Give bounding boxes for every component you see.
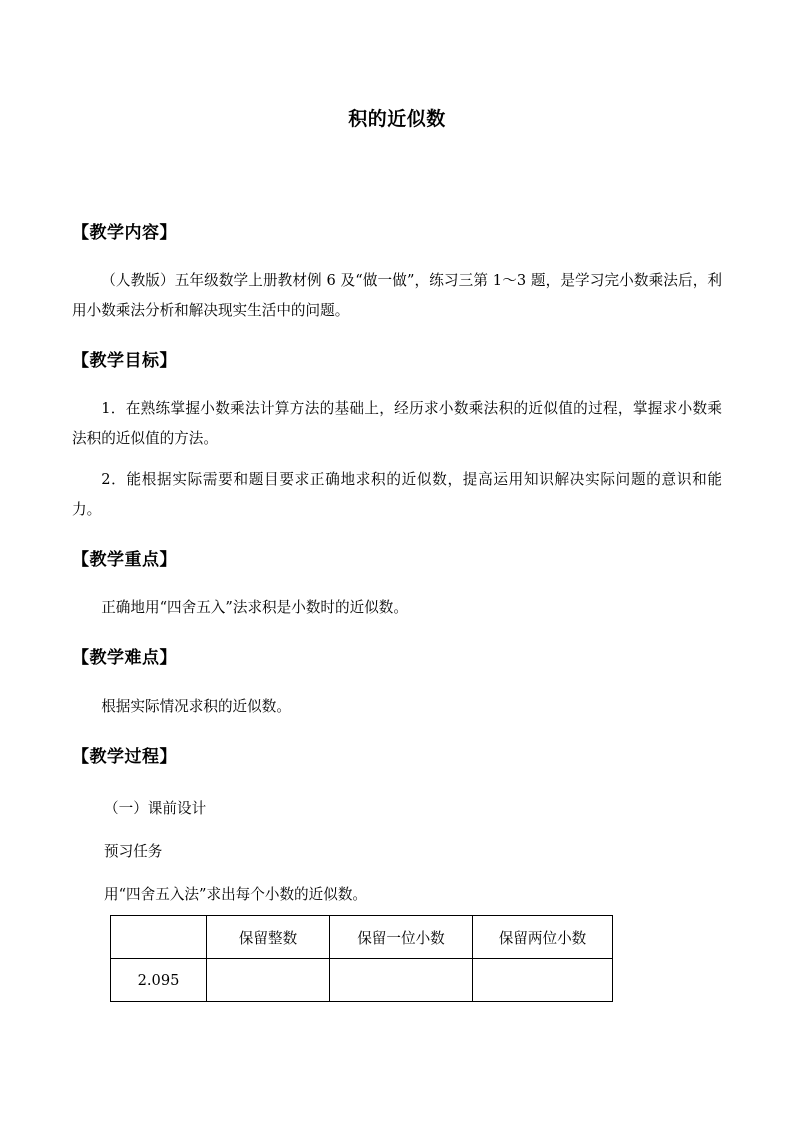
table-cell — [330, 959, 473, 1002]
table-cell — [207, 959, 330, 1002]
table-header-row — [111, 916, 613, 959]
heading-difficulty: 【教学难点】 — [72, 648, 177, 668]
table-header-cell — [111, 916, 207, 959]
heading-teaching-content: 【教学内容】 — [72, 223, 177, 243]
paragraph-difficulty: 根据实际情况求积的近似数。 — [101, 698, 291, 715]
table-cell — [473, 959, 613, 1002]
exercise-instruction: 用“四舍五入法”求出每个小数的近似数。 — [104, 886, 368, 903]
heading-key-point: 【教学重点】 — [72, 550, 177, 570]
table-cell: 2.095 — [111, 959, 207, 1002]
preview-task-label: 预习任务 — [104, 843, 163, 860]
paragraph-goal-2: 2．能根据实际需要和题目要求正确地求积的近似数，提高运用知识解决实际问题的意识和能力。 — [72, 471, 722, 518]
table-row — [111, 959, 613, 1002]
table-header-cell: 保留一位小数 — [330, 916, 473, 959]
subheading-pre-class: （一）课前设计 — [104, 800, 207, 817]
heading-teaching-goals: 【教学目标】 — [72, 351, 177, 371]
paragraph-goal-1: 1．在熟练掌握小数乘法计算方法的基础上，经历求小数乘法积的近似值的过程，掌握求小数乘法积的近似值的方法。 — [72, 400, 722, 447]
approximation-table — [110, 915, 613, 1002]
table-header-cell: 保留整数 — [207, 916, 330, 959]
paragraph-teaching-content: （人教版）五年级数学上册教材例 6 及“做一做”，练习三第 1～3 题，是学习完小数乘法后，利用小数乘法分析和解决现实生活中的问题。 — [72, 272, 722, 319]
paragraph-key-point: 正确地用“四舍五入”法求积是小数时的近似数。 — [101, 599, 408, 616]
page-title: 积的近似数 — [348, 108, 446, 130]
table-header-cell: 保留两位小数 — [473, 916, 613, 959]
heading-process: 【教学过程】 — [72, 747, 177, 767]
